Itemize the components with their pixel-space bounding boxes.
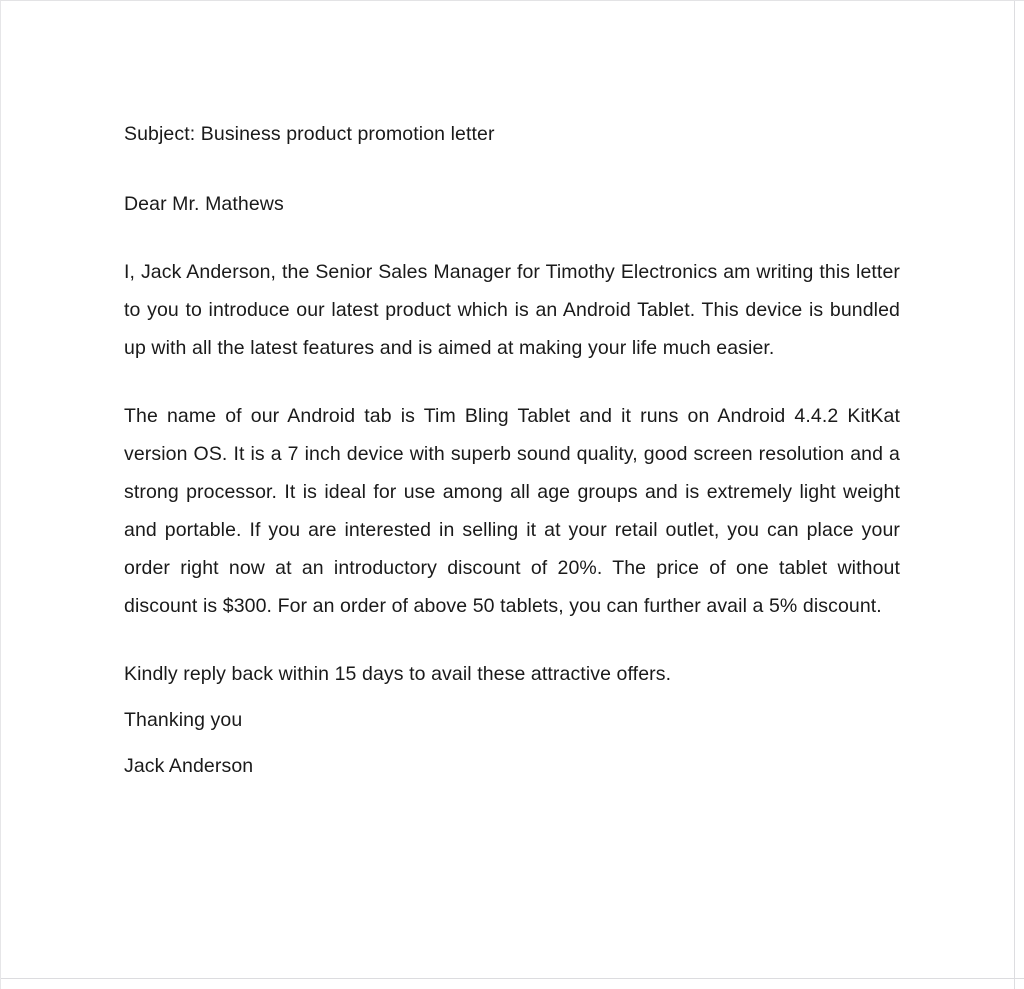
signature-name: Jack Anderson — [124, 755, 254, 777]
spacer — [124, 223, 900, 253]
spacer — [124, 693, 900, 701]
page-border-bottom — [1, 978, 1024, 979]
spacer — [124, 367, 900, 397]
body-paragraph-1: I, Jack Anderson, the Senior Sales Manager for Timothy Electronics am writing this letter to you to introduce our latest product which is an Android Tablet. This device is bundled up with all the latest features and is aimed at making your life much easier. — [124, 261, 900, 359]
subject-line: Subject: Business product promotion letter — [124, 123, 495, 145]
spacer — [124, 153, 900, 185]
spacer — [124, 739, 900, 747]
call-to-action-line: Kindly reply back within 15 days to avail these attractive offers. — [124, 663, 672, 685]
closing-line: Thanking you — [124, 709, 243, 731]
spacer — [124, 625, 900, 655]
body-paragraph-2: The name of our Android tab is Tim Bling Tablet and it runs on Android 4.4.2 KitKat version OS. It is a 7 inch device with superb sound quality, good screen resolution and a strong processor. It is ideal for use among all age groups and is extremely light weight and portable. If you are interested in selling it at your retail outlet, you can place your order right now at an introductory discount of 20%. The price of one tablet without discount is $300. For an order of above 50 tablets, you can further avail a 5% discount. — [124, 405, 900, 617]
salutation: Dear Mr. Mathews — [124, 193, 284, 215]
page-border-right — [1014, 1, 1015, 989]
letter-body — [124, 115, 900, 785]
